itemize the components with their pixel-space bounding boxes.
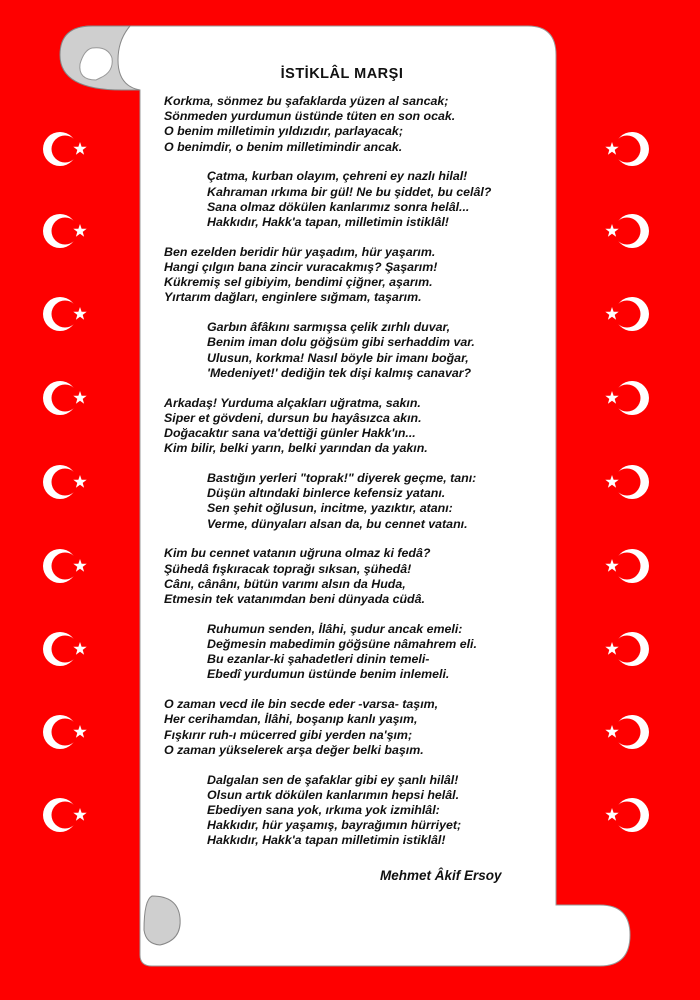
poem-line: Fışkırır ruh-ı mücerred gibi yerden na'şım; (164, 727, 413, 742)
poem-line: Etmesin tek vatanımdan beni dünyada cüdâ. (164, 591, 425, 606)
poem-line: Hakkıdır, Hakk'a tapan milletimin istiklâl! (207, 833, 446, 848)
poem-line: Sönmeden yurdumun üstünde tüten en son ocak. (164, 109, 456, 124)
stanza (207, 169, 491, 230)
stanza (207, 320, 475, 381)
crescent-star-icon (600, 711, 652, 753)
poem-line: Doğacaktır sana va'dettiği günler Hakk'ın... (164, 425, 416, 440)
stanza (207, 773, 461, 849)
crescent-star-icon (600, 377, 652, 419)
poem-panel (122, 60, 542, 900)
poem-line: Bu ezanlar-ki şahadetleri dinin temeli- (207, 652, 430, 667)
poem-line: O zaman yükselerek arşa değer belki başım. (164, 742, 424, 757)
crescent-star-icon (40, 711, 92, 753)
poem-line: Dalgalan sen de şafaklar gibi ey şanlı hilâl! (207, 772, 459, 787)
crescent-star-icon (40, 628, 92, 670)
stanza (164, 396, 428, 457)
poem-line: Kahraman ırkıma bir gül! Ne bu şiddet, bu celâl? (207, 184, 492, 199)
crescent-star-icon (40, 210, 92, 252)
stanza (164, 697, 438, 758)
stanza (207, 622, 477, 683)
poem-line: Hakkıdır, hür yaşamış, bayrağımın hürriyet; (207, 818, 462, 833)
poem-line: Sana olmaz dökülen kanlarımız sonra helâl... (207, 199, 470, 214)
crescent-star-icon (40, 461, 92, 503)
poem-line: Kükremiş sel gibiyim, bendimi çiğner, aşarım. (164, 275, 433, 290)
crescent-star-icon (600, 628, 652, 670)
poem-line: O benim milletimin yıldızıdır, parlayacak; (164, 124, 403, 139)
stanza (164, 546, 430, 607)
poem-line: Kim bilir, belki yarın, belki yarından da yakın. (164, 441, 428, 456)
poem-line: Değmesin mabedimin göğsüne nâmahrem eli. (207, 636, 477, 651)
poem-line: Yırtarım dağları, enginlere sığmam, taşarım. (164, 290, 422, 305)
crescent-star-icon (40, 128, 92, 170)
poem-line: Siper et gövdeni, dursun bu hayâsızca akın. (164, 410, 422, 425)
stanza (164, 94, 455, 155)
poem-line: Ben ezelden beridir hür yaşadım, hür yaşarım. (164, 244, 436, 259)
stanza (164, 245, 437, 306)
poem-title: İSTİKLÂL MARŞI (280, 66, 404, 82)
poem-line: Düşün altındaki binlerce kefensiz yatanı. (207, 486, 446, 501)
crescent-star-icon (600, 293, 652, 335)
poem-line: Benim iman dolu göğsüm gibi serhaddim var. (207, 335, 475, 350)
crescent-star-icon (40, 545, 92, 587)
poem-line: Verme, dünyaları alsan da, bu cennet vatanı. (207, 516, 468, 531)
poem-line: Korkma, sönmez bu şafaklarda yüzen al sancak; (164, 94, 449, 108)
poem-line: 'Medeniyet!' dediğin tek dişi kalmış canavar? (207, 365, 472, 380)
crescent-star-icon (600, 545, 652, 587)
poem-line: Çatma, kurban olayım, çehreni ey nazlı hilal! (207, 169, 468, 184)
poem-line: Hakkıdır, Hakk'a tapan, milletimin istiklâl! (207, 214, 449, 229)
poem-line: Her cerihamdan, İlâhi, boşanıp kanlı yaşım, (164, 712, 418, 727)
poem-line: Olsun artık dökülen kanlarımın hepsi helâl. (207, 787, 460, 802)
poem-line: Sen şehit oğlusun, incitme, yazıktır, atanı: (207, 501, 453, 516)
poem-line: Ebediyen sana yok, ırkıma yok izmihlâl: (207, 802, 440, 817)
poem-line: Ebedî yurdumun üstünde benim inlemeli. (207, 667, 450, 682)
poem-line: O benimdir, o benim milletimindir ancak. (164, 139, 403, 154)
crescent-star-icon (600, 128, 652, 170)
crescent-star-icon (600, 210, 652, 252)
stanza (207, 471, 476, 532)
poem-line: Hangi çılgın bana zincir vuracakmış? Şaşarım! (164, 259, 438, 274)
crescent-star-icon (600, 461, 652, 503)
poem-line: Cânı, cânânı, bütün varımı alsın da Huda, (164, 576, 406, 591)
scroll-bottom-roll (144, 896, 180, 945)
crescent-star-icon (40, 377, 92, 419)
poem-line: Şühedâ fışkıracak toprağı sıksan, şühedâ! (164, 561, 412, 576)
poem-line: Arkadaş! Yurduma alçakları uğratma, sakın. (164, 395, 421, 410)
poem-line: Ruhumun senden, İlâhi, şudur ancak emeli: (207, 621, 463, 636)
crescent-star-icon (40, 293, 92, 335)
author-name: Mehmet Âkif Ersoy (380, 868, 502, 883)
poem-line: O zaman vecd ile bin secde eder -varsa- taşım, (164, 697, 439, 712)
poem-line: Ulusun, korkma! Nasıl böyle bir imanı boğar, (207, 350, 469, 365)
poem-line: Kim bu cennet vatanın uğruna olmaz ki fedâ? (164, 546, 431, 561)
poem-line: Bastığın yerleri "toprak!" diyerek geçme, tanı: (207, 471, 477, 485)
crescent-star-icon (600, 794, 652, 836)
poem-line: Garbın âfâkını sarmışsa çelik zırhlı duvar, (207, 320, 451, 335)
crescent-star-icon (40, 794, 92, 836)
